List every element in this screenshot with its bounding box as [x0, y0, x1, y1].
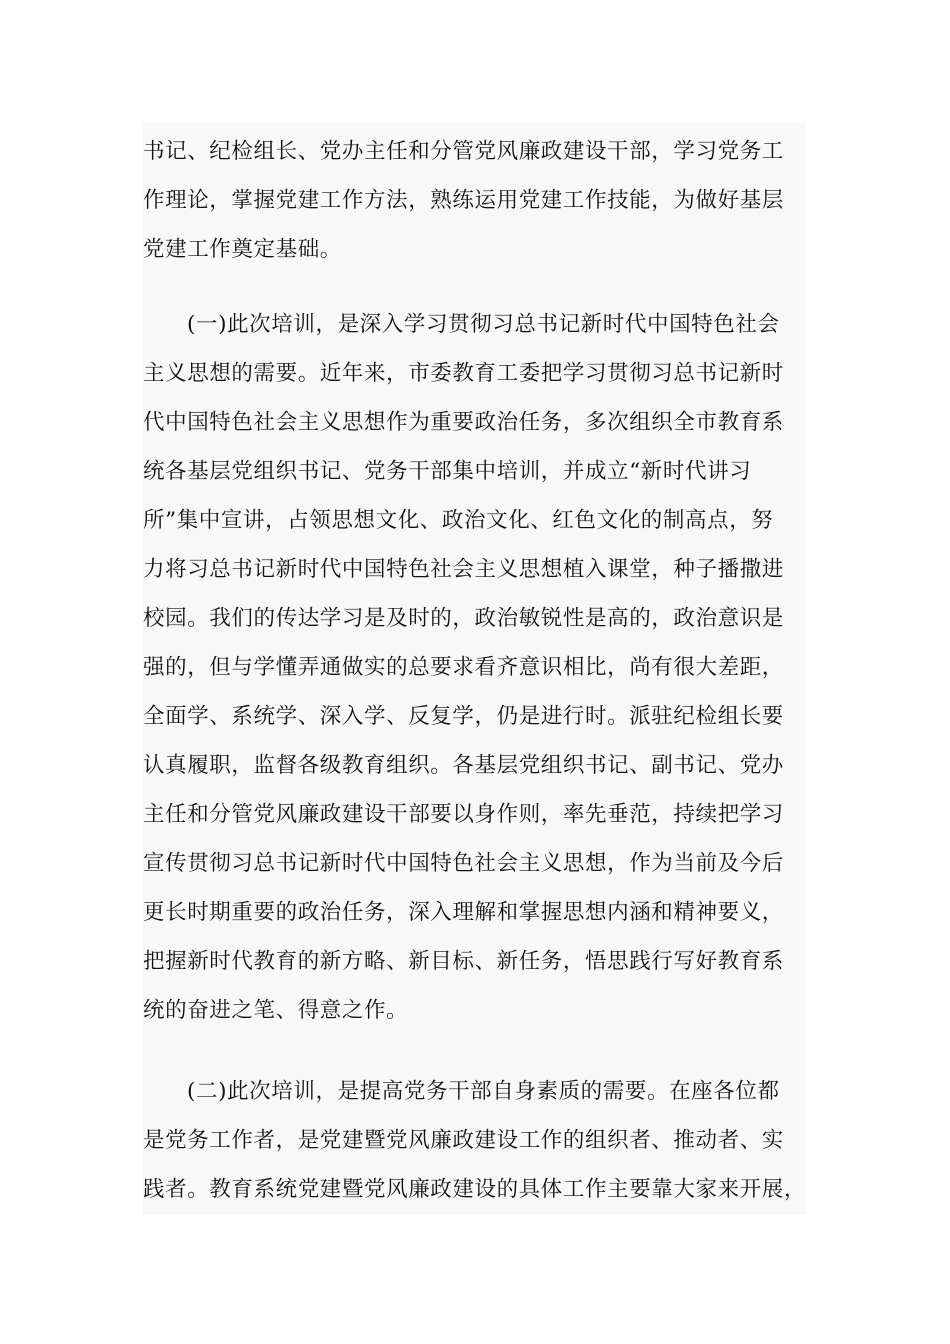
document-body	[143, 123, 806, 1215]
text-line: 所”集中宣讲，占领思想文化、政治文化、红色文化的制高点，努	[143, 508, 774, 533]
text-line: 统各基层党组织书记、党务干部集中培训，并成立“新时代讲习	[143, 459, 752, 484]
text-line: 宣传贯彻习总书记新时代中国特色社会主义思想，作为当前及今后	[143, 851, 784, 876]
text-line: 是党务工作者，是党建暨党风廉政建设工作的组织者、推动者、实	[143, 1128, 784, 1153]
text-line: 把握新时代教育的新方略、新目标、新任务，悟思践行写好教育系	[143, 949, 784, 974]
text-line: 力将习总书记新时代中国特色社会主义思想植入课堂，种子播撒进	[143, 557, 784, 582]
text-line: 统的奋进之笔、得意之作。	[143, 998, 409, 1023]
text-line: 强的，但与学懂弄通做实的总要求看齐意识相比，尚有很大差距，	[143, 655, 784, 680]
text-line: 主义思想的需要。近年来，市委教育工委把学习贯彻习总书记新时	[143, 361, 784, 386]
paragraph-two-first-line: (二)此次培训，是提高党务干部自身素质的需要。在座各位都	[187, 1079, 780, 1104]
text-line: 认真履职，监督各级教育组织。各基层党组织书记、副书记、党办	[143, 753, 784, 778]
paragraph-one-first-line: (一)此次培训，是深入学习贯彻习总书记新时代中国特色社会	[187, 312, 780, 337]
text-line: 作理论，掌握党建工作方法，熟练运用党建工作技能，为做好基层	[143, 188, 784, 213]
text-line: 主任和分管党风廉政建设干部要以身作则，率先垂范，持续把学习	[143, 802, 784, 827]
text-line: 全面学、系统学、深入学、反复学，仍是进行时。派驻纪检组长要	[143, 704, 784, 729]
text-line: 党建工作奠定基础。	[143, 237, 342, 262]
text-line: 更长时期重要的政治任务，深入理解和掌握思想内涵和精神要义，	[143, 900, 784, 925]
text-line: 践者。教育系统党建暨党风廉政建设的具体工作主要靠大家来开展，	[143, 1177, 807, 1202]
text-line: 代中国特色社会主义思想作为重要政治任务，多次组织全市教育系	[143, 410, 784, 435]
text-line: 书记、纪检组长、党办主任和分管党风廉政建设干部，学习党务工	[143, 139, 784, 164]
text-line: 校园。我们的传达学习是及时的，政治敏锐性是高的，政治意识是	[143, 606, 784, 631]
